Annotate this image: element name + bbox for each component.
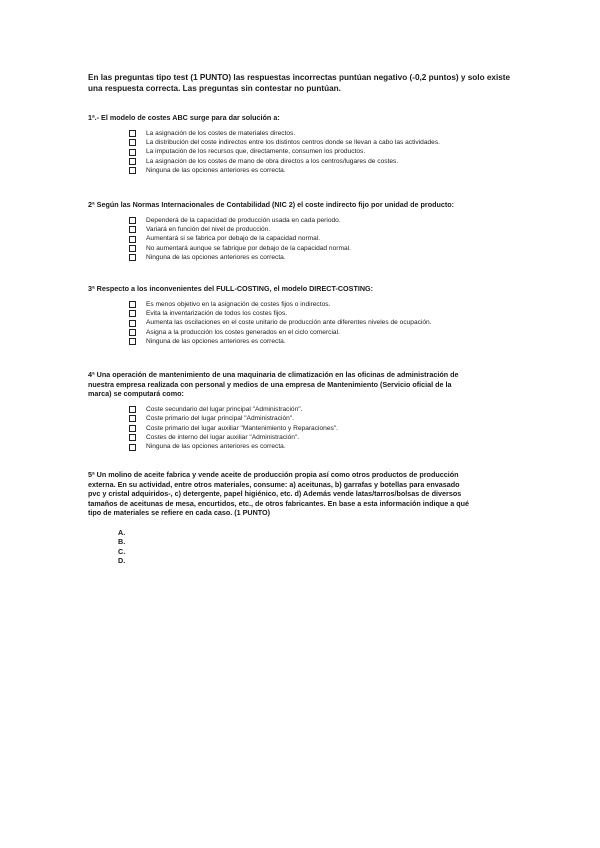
option-label: Es menos objetivo en la asignación de costes fijos o indirectos.: [146, 300, 331, 308]
checkbox-icon[interactable]: [129, 245, 136, 252]
instructions-text: En las preguntas tipo test (1 PUNTO) las respuestas incorrectas puntúan negativo (-0,2 puntos) y solo existe una respuesta correcta. Las preguntas sin contestar no puntúan.: [88, 73, 511, 93]
option-label: Aumenta las oscilaciones en el coste unitario de producción ante diferentes niveles de ocupación.: [146, 319, 432, 327]
checkbox-icon[interactable]: [129, 425, 136, 432]
checkbox-icon[interactable]: [129, 301, 136, 308]
option-item[interactable]: [129, 234, 528, 243]
question-title: 2ª Según las Normas Internacionales de Contabilidad (NIC 2) el coste indirecto fijo por unidad de producto:: [88, 200, 455, 209]
option-label: Costes de interno del lugar auxiliar "Administración".: [146, 434, 300, 441]
question-title-line: 5ª Un molino de aceite fabrica y vende aceite de producción propia así como otros productos de producción: [88, 470, 459, 479]
option-list: [129, 405, 528, 452]
option-item[interactable]: [129, 244, 528, 253]
option-item[interactable]: [129, 442, 528, 451]
option-label: Aumentará si se fabrica por debajo de la capacidad normal.: [146, 235, 321, 243]
question-title-line: nuestra empresa realizada con personal y medios de una empresa de Mantenimiento (Servicio oficial de la: [88, 379, 452, 389]
option-label: Coste primario del lugar auxiliar "Mantenimiento y Reparaciones".: [146, 424, 338, 432]
option-item[interactable]: [129, 147, 528, 156]
option-label: Ninguna de las opciones anteriores es correcta.: [146, 254, 286, 262]
option-label: Coste secundario del lugar principal "Administración".: [146, 405, 303, 413]
checkbox-icon[interactable]: [129, 406, 136, 413]
option-list: [129, 129, 528, 176]
option-item[interactable]: [129, 433, 528, 442]
checkbox-icon[interactable]: [129, 444, 136, 451]
question-title: [88, 370, 528, 399]
checkbox-icon[interactable]: [129, 236, 136, 243]
option-label: Variará en función del nivel de producción.: [146, 226, 271, 233]
question-title: 1ª.- El modelo de costes ABC surge para dar solución a:: [88, 113, 280, 122]
option-label: La asignación de los costes de mano de obra directos a los centros/lugares de costes.: [146, 157, 399, 165]
option-item[interactable]: [129, 253, 528, 262]
question-2: [88, 200, 528, 263]
option-item[interactable]: [129, 216, 528, 225]
option-item[interactable]: [129, 318, 528, 327]
option-item[interactable]: [129, 166, 528, 175]
answer-letter: C.: [118, 546, 126, 556]
option-label: La imputación de los recursos que, directamente, consumen los productos.: [146, 148, 366, 156]
checkbox-icon[interactable]: [129, 149, 136, 156]
option-label: Ninguna de las opciones anteriores es correcta.: [146, 443, 286, 451]
option-item[interactable]: [129, 157, 528, 166]
question-title: 3ª Respecto a los inconvenientes del FULL-COSTING, el modelo DIRECT-COSTING:: [88, 284, 374, 293]
option-item[interactable]: [129, 309, 528, 318]
question-title: [88, 470, 528, 518]
option-item[interactable]: [129, 129, 528, 138]
question-4: [88, 370, 528, 452]
option-label: Coste primario del lugar principal "Administración".: [146, 415, 294, 423]
option-item[interactable]: [129, 414, 528, 423]
checkbox-icon[interactable]: [129, 217, 136, 224]
option-list: [129, 300, 528, 347]
option-item[interactable]: [129, 138, 528, 147]
checkbox-icon[interactable]: [129, 254, 136, 261]
option-item[interactable]: [129, 405, 528, 414]
question-3: [88, 284, 528, 347]
checkbox-icon[interactable]: [129, 320, 136, 327]
checkbox-icon[interactable]: [129, 338, 136, 345]
checkbox-icon[interactable]: [129, 167, 136, 174]
answer-letter: A.: [118, 527, 126, 537]
question-title-line: 4ª Una operación de mantenimiento de una maquinaria de climatización en las oficinas de administración de: [88, 370, 459, 379]
answer-letter: D.: [118, 556, 126, 566]
checkbox-icon[interactable]: [129, 329, 136, 336]
question-1: [88, 113, 528, 176]
option-label: La asignación de los costes de materiales directos.: [146, 129, 296, 137]
option-label: Evita la inventarización de todos los costes fijos.: [146, 310, 288, 317]
option-item[interactable]: [129, 328, 528, 337]
question-5: [88, 470, 528, 566]
question-title-line: externa. En su actividad, entre otros materiales, consume: a) aceitunas, b) garrafas y botellas para envasado: [88, 479, 460, 489]
option-item[interactable]: [129, 424, 528, 433]
option-label: La distribución del coste indirectos entre los distintos centros donde se llevan a cabo las actividades.: [146, 139, 440, 146]
option-label: Asigna a la producción los costes generados en el ciclo comercial.: [146, 328, 340, 336]
checkbox-icon[interactable]: [129, 415, 136, 422]
checkbox-icon[interactable]: [129, 434, 136, 441]
option-list: [129, 216, 528, 263]
option-item[interactable]: [129, 300, 528, 309]
option-label: No aumentará aunque se fabrique por debajo de la capacidad normal.: [146, 244, 351, 252]
answer-letter-list: [118, 528, 528, 566]
option-item[interactable]: [129, 337, 528, 346]
checkbox-icon[interactable]: [129, 158, 136, 165]
checkbox-icon[interactable]: [129, 130, 136, 137]
checkbox-icon[interactable]: [129, 139, 136, 146]
checkbox-icon[interactable]: [129, 226, 136, 233]
answer-letter: B.: [118, 537, 126, 547]
option-label: Ninguna de las opciones anteriores es correcta.: [146, 167, 286, 175]
question-title-line: tipo de materiales se refiere en cada caso. (1 PUNTO): [88, 508, 271, 518]
option-label: Dependerá de la capacidad de producción usada en cada periodo.: [146, 216, 341, 224]
question-title-line: marca) se computará como:: [88, 389, 184, 399]
option-label: Ninguna de las opciones anteriores es correcta.: [146, 338, 286, 346]
question-title-line: tamaños de aceitunas de mesa, encurtidos, etc., de otros fabricantes. En base a esta información indique a qué: [88, 498, 470, 508]
question-title-line: pvc y cristal adquiridos-, c) detergente, papel higiénico, etc. d) Además vende latas/tarros/bolsas de diversos: [88, 489, 462, 499]
option-item[interactable]: [129, 225, 528, 234]
checkbox-icon[interactable]: [129, 310, 136, 317]
